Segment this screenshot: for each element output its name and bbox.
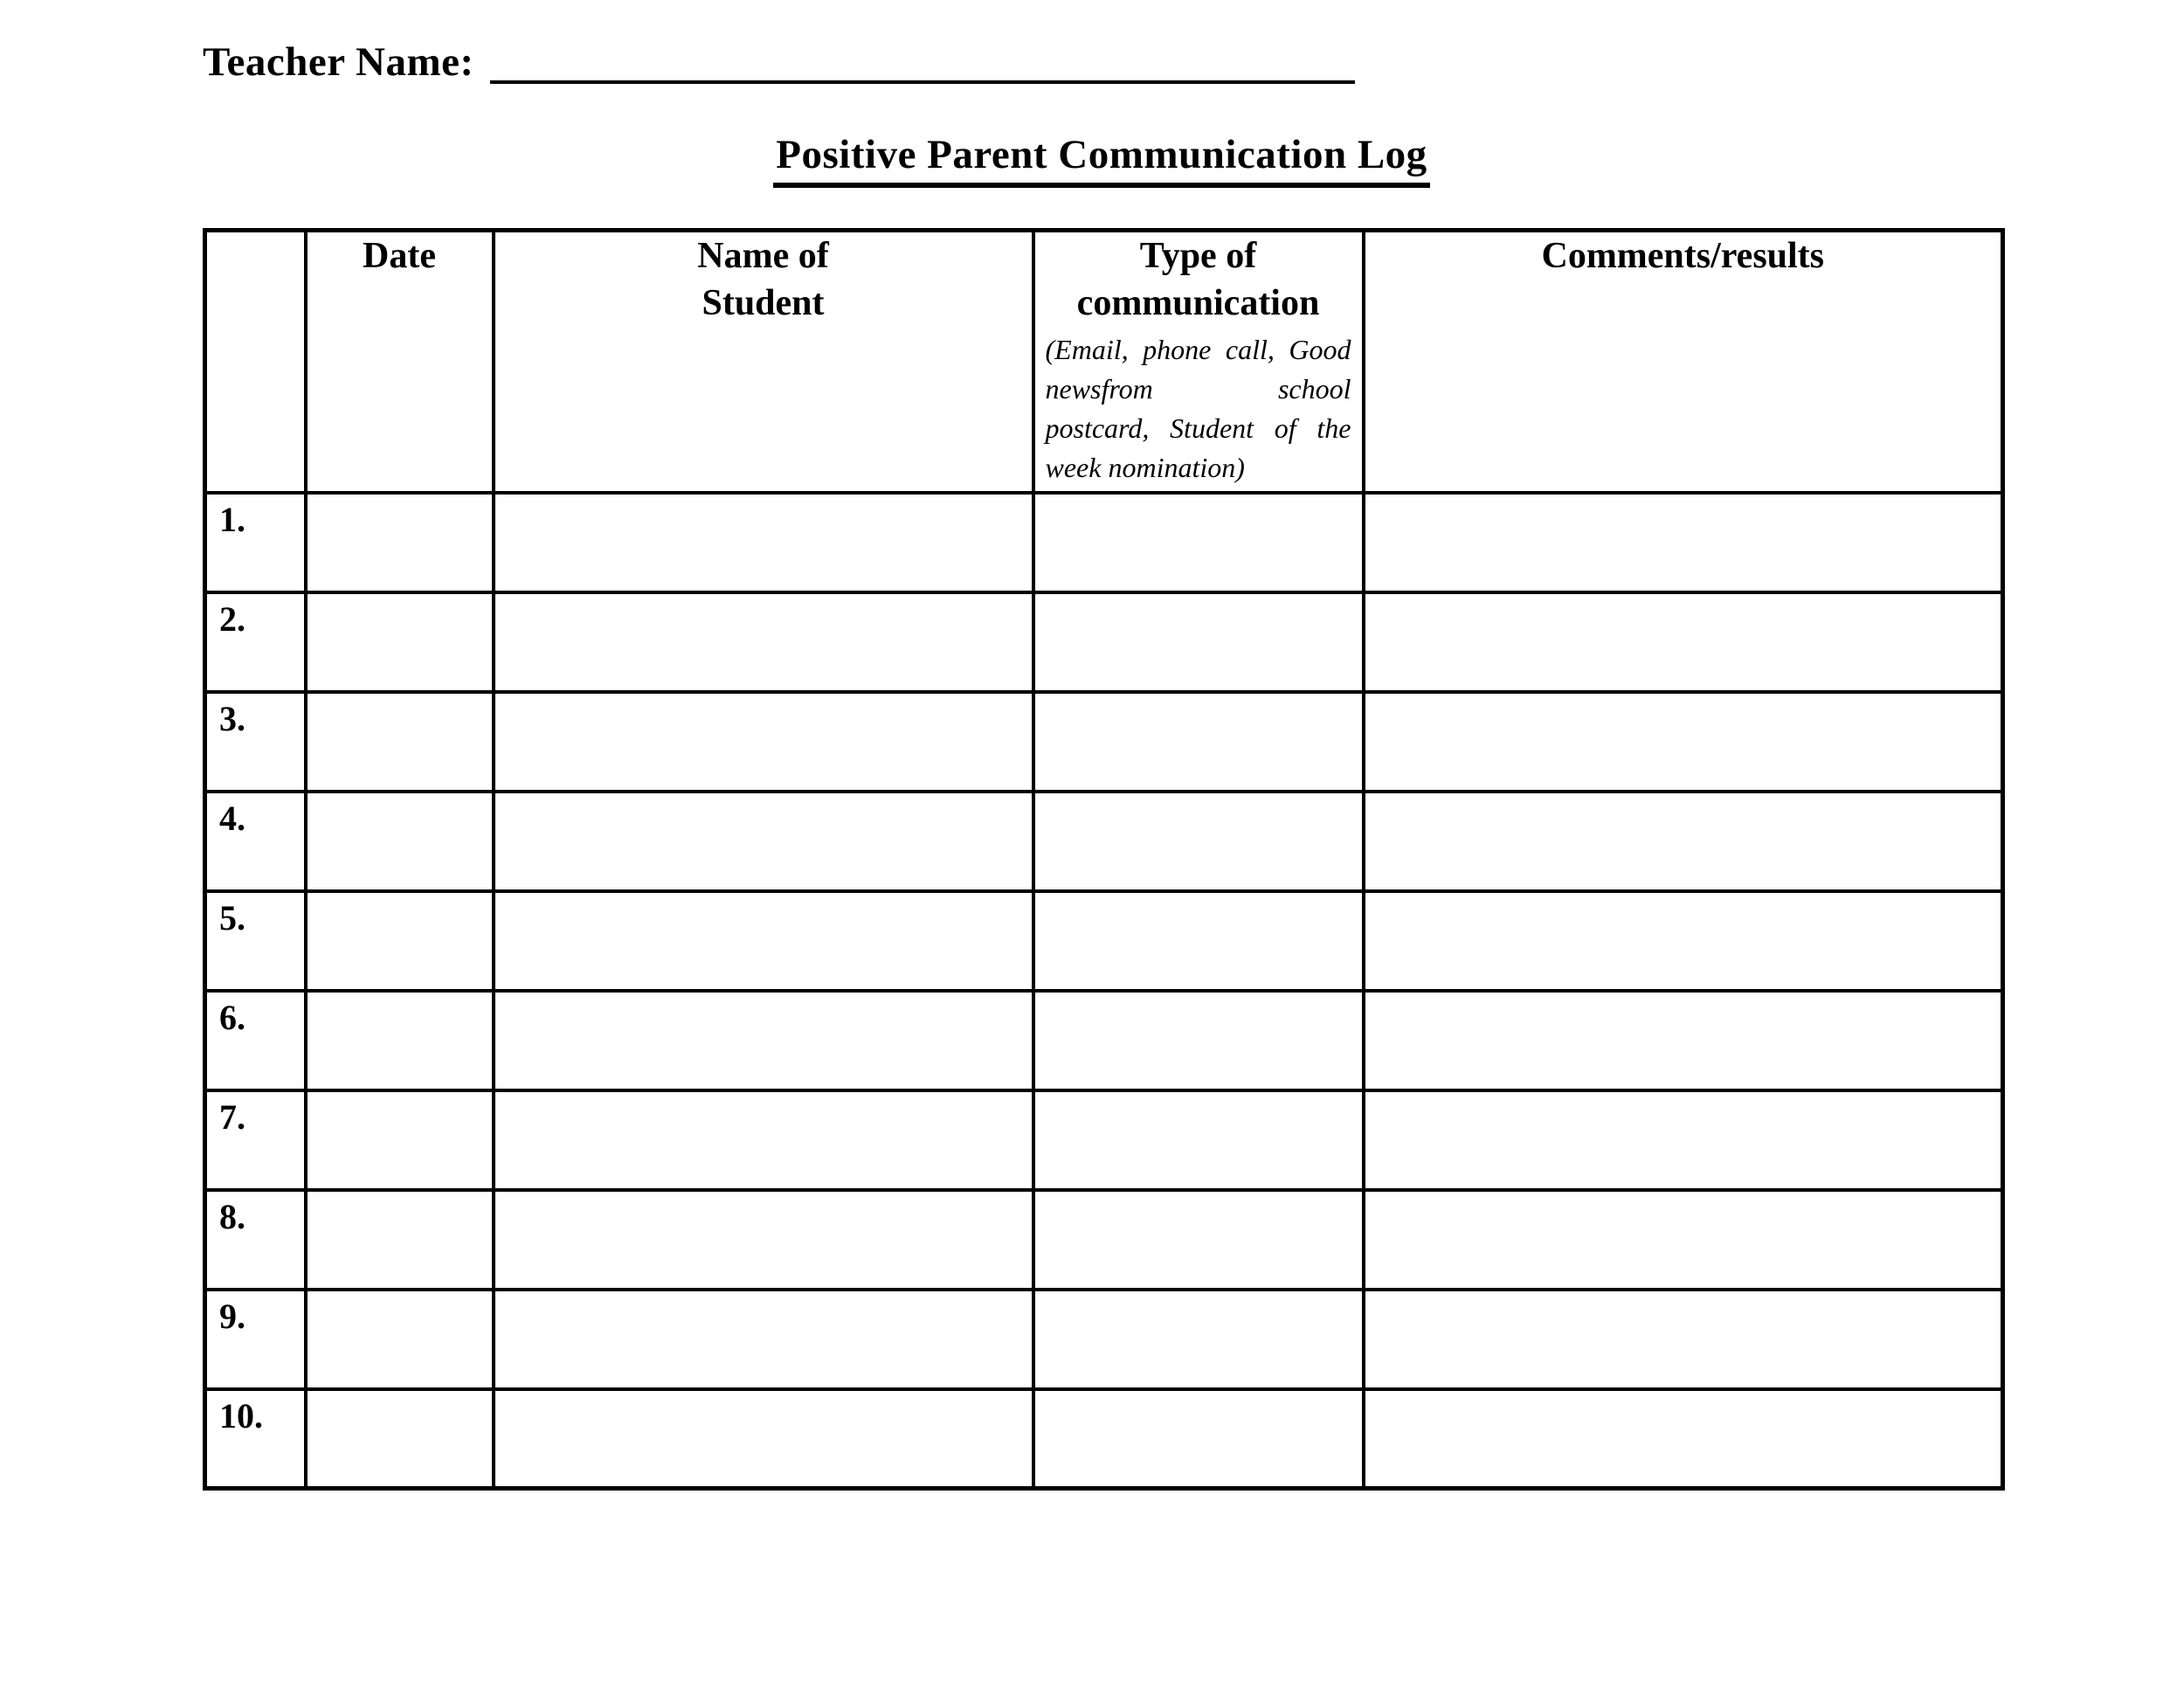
header-comments-label: Comments/results [1541,236,1825,276]
table-row [205,493,2003,592]
comments-cell [1364,493,2003,592]
row-number-cell: 1. [205,493,306,592]
row-number-cell: 8. [205,1190,306,1290]
table-row [205,1090,2003,1190]
student-name-cell [494,1389,1033,1489]
row-number-cell: 9. [205,1290,306,1389]
header-student-line1: Name of [697,236,829,276]
comments-cell [1364,692,2003,792]
comments-cell [1364,792,2003,891]
table-row [205,991,2003,1090]
teacher-name-label: Teacher Name: [203,39,474,85]
header-student [494,231,1033,493]
date-cell [306,1290,494,1389]
header-communication-type [1033,231,1364,493]
communication-type-cell [1033,692,1364,792]
header-type-subtext-line: (Email, phone call, Good [1045,334,1351,365]
communication-type-cell [1033,1090,1364,1190]
comments-cell [1364,1090,2003,1190]
table-row [205,692,2003,792]
comments-cell [1364,1190,2003,1290]
row-number-cell: 6. [205,991,306,1090]
date-cell [306,1190,494,1290]
header-type-subtext [1035,327,1362,488]
page-title: Positive Parent Communication Log [773,131,1429,188]
comments-cell [1364,592,2003,692]
header-type-line1: Type of [1139,236,1257,276]
header-type-subtext-line: postcard, Student of the [1045,412,1351,444]
row-number-cell: 3. [205,692,306,792]
communication-type-cell [1033,1389,1364,1489]
table-row [205,1190,2003,1290]
row-number-cell: 7. [205,1090,306,1190]
table-row [205,592,2003,692]
communication-type-cell [1033,792,1364,891]
header-date [306,231,494,493]
student-name-cell [494,592,1033,692]
communication-type-cell [1033,991,1364,1090]
communication-type-cell [1033,592,1364,692]
table-row [205,792,2003,891]
row-number-cell: 10. [205,1389,306,1489]
header-student-line2: Student [702,283,825,323]
title-row [203,131,2001,188]
student-name-cell [494,991,1033,1090]
date-cell [306,792,494,891]
header-type-line2: communication [1076,283,1320,323]
student-name-cell [494,891,1033,991]
communication-type-cell [1033,1190,1364,1290]
row-number-cell: 5. [205,891,306,991]
comments-cell [1364,991,2003,1090]
communication-type-cell [1033,493,1364,592]
comments-cell [1364,1389,2003,1489]
date-cell [306,1090,494,1190]
header-row-number-blank [205,231,306,493]
date-cell [306,493,494,592]
date-cell [306,991,494,1090]
teacher-name-row [203,38,2001,86]
student-name-cell [494,1290,1033,1389]
communication-type-cell [1033,891,1364,991]
header-type-subtext-line: newsfrom school [1045,373,1351,405]
date-cell [306,592,494,692]
header-row [205,231,2003,493]
student-name-cell [494,493,1033,592]
header-comments [1364,231,2003,493]
student-name-cell [494,1190,1033,1290]
teacher-name-blank-line [490,80,1355,84]
communication-log-table [203,228,2005,1491]
row-number-cell: 2. [205,592,306,692]
date-cell [306,692,494,792]
table-row [205,1290,2003,1389]
table-row [205,1389,2003,1489]
table-row [205,891,2003,991]
student-name-cell [494,1090,1033,1190]
student-name-cell [494,692,1033,792]
communication-type-cell [1033,1290,1364,1389]
student-name-cell [494,792,1033,891]
row-number-cell: 4. [205,792,306,891]
date-cell [306,891,494,991]
comments-cell [1364,1290,2003,1389]
header-type-subtext-line: week nomination) [1045,452,1245,483]
comments-cell [1364,891,2003,991]
header-date-label: Date [363,236,436,276]
date-cell [306,1389,494,1489]
